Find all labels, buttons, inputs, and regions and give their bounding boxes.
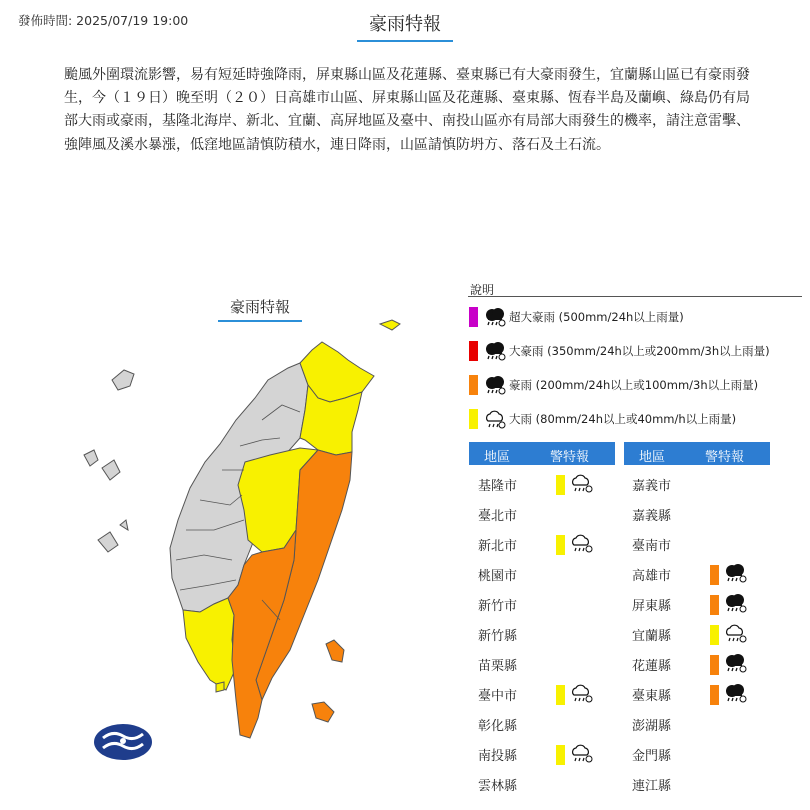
column-header-warning: 警特報: [705, 450, 745, 465]
cwa-logo: [94, 724, 152, 760]
thunder-rain-icon: [724, 653, 748, 675]
county-name: 臺南市: [632, 539, 672, 554]
county-name: 新北市: [478, 539, 518, 554]
county-name: 新竹縣: [478, 629, 518, 644]
thunder-rain-icon: [724, 593, 748, 615]
county-name: 雲林縣: [478, 779, 518, 794]
county-name: 南投縣: [478, 749, 518, 764]
warning-level-bar: [556, 745, 565, 765]
column-header-region: 地區: [484, 450, 511, 465]
map-title: 豪雨特報: [218, 296, 302, 322]
column-header-warning: 警特報: [550, 450, 590, 465]
table-header-right: [624, 442, 770, 465]
legend-label: 豪雨 (200mm/24h以上或100mm/3h以上雨量): [509, 378, 759, 392]
warning-level-bar: [710, 685, 719, 705]
map-island-penghu-1: [112, 370, 134, 390]
map-region-southwest-coast: [183, 598, 236, 690]
legend-item-heavy: [469, 406, 736, 432]
map-island-xiaoliuqiu: [216, 682, 224, 692]
legend-label: 超大豪雨 (500mm/24h以上雨量): [509, 310, 684, 324]
map-island-penghu-3: [102, 460, 120, 480]
legend-item-extremely-torrential: [469, 338, 770, 364]
rain-outline-icon: [570, 683, 594, 705]
county-name: 臺北市: [478, 509, 518, 524]
warning-level-bar: [710, 595, 719, 615]
legend-label: 大豪雨 (350mm/24h以上或200mm/3h以上雨量): [509, 344, 770, 358]
page-title: 豪雨特報: [357, 10, 453, 42]
county-name: 臺東縣: [632, 689, 672, 704]
rain-outline-icon: [570, 473, 594, 495]
legend-label: 大雨 (80mm/24h以上或40mm/h以上雨量): [509, 412, 737, 426]
county-name: 金門縣: [632, 749, 672, 764]
county-name: 基隆市: [478, 479, 518, 494]
map-island-green: [326, 640, 344, 662]
warning-level-bar: [556, 685, 565, 705]
county-name: 嘉義縣: [632, 509, 672, 524]
warning-level-bar: [556, 535, 565, 555]
county-name: 宜蘭縣: [632, 629, 672, 644]
legend-item-super-torrential: [469, 304, 684, 330]
county-name: 苗栗縣: [478, 659, 518, 674]
map-island-penghu-2: [84, 450, 98, 466]
rain-outline-icon: [570, 743, 594, 765]
legend-title: 說明: [470, 283, 495, 297]
thunder-rain-icon: [484, 341, 506, 361]
county-name: 澎湖縣: [632, 719, 672, 734]
map-island-turtle: [380, 320, 400, 330]
county-name: 屏東縣: [632, 599, 672, 614]
legend-swatch: [469, 341, 478, 361]
county-name: 桃園市: [478, 569, 518, 584]
taiwan-warning-map: [60, 300, 440, 760]
legend-item-torrential: [469, 372, 758, 398]
warning-level-bar: [710, 655, 719, 675]
column-header-region: 地區: [639, 450, 666, 465]
map-island-orchid: [312, 702, 334, 722]
warning-level-bar: [710, 565, 719, 585]
thunder-rain-icon: [484, 375, 506, 395]
county-name: 新竹市: [478, 599, 518, 614]
legend-swatch: [469, 375, 478, 395]
legend-swatch: [469, 307, 478, 327]
thunder-rain-icon: [724, 563, 748, 585]
thunder-rain-icon: [724, 683, 748, 705]
county-name: 彰化縣: [478, 719, 518, 734]
rain-outline-icon: [484, 409, 506, 429]
table-header-left: [469, 442, 615, 465]
thunder-rain-icon: [484, 307, 506, 327]
county-name: 嘉義市: [632, 479, 672, 494]
issue-time: 發佈時間: 2025/07/19 19:00: [18, 13, 189, 28]
map-island-penghu-4: [98, 532, 118, 552]
warning-summary: 颱風外圍環流影響，易有短延時強降雨，屏東縣山區及花蓮縣、臺東縣已有大豪雨發生，宜蘭縣山區已有豪雨發生，今（１９日）晚至明（２０）日高雄市山區、屏東縣山區及花蓮縣、臺東縣、恆春半島及蘭嶼、綠島仍有局部大雨或豪雨，基隆北海岸、新北、宜蘭、高屏地區及臺中、南投山區亦有局部大雨發生的機率，請注意雷擊、強陣風及溪水暴漲，低窪地區請慎防積水，連日降雨，山區請慎防坍方、落石及土石流。: [64, 67, 750, 153]
legend-divider: [468, 296, 802, 297]
map-island-penghu-5: [120, 520, 128, 530]
warning-level-bar: [710, 625, 719, 645]
rain-outline-icon: [724, 623, 748, 645]
rain-outline-icon: [570, 533, 594, 555]
county-name: 連江縣: [632, 779, 672, 794]
county-name: 花蓮縣: [632, 659, 672, 674]
legend-swatch: [469, 409, 478, 429]
county-name: 高雄市: [632, 569, 672, 584]
county-name: 臺中市: [478, 689, 518, 704]
warning-level-bar: [556, 475, 565, 495]
